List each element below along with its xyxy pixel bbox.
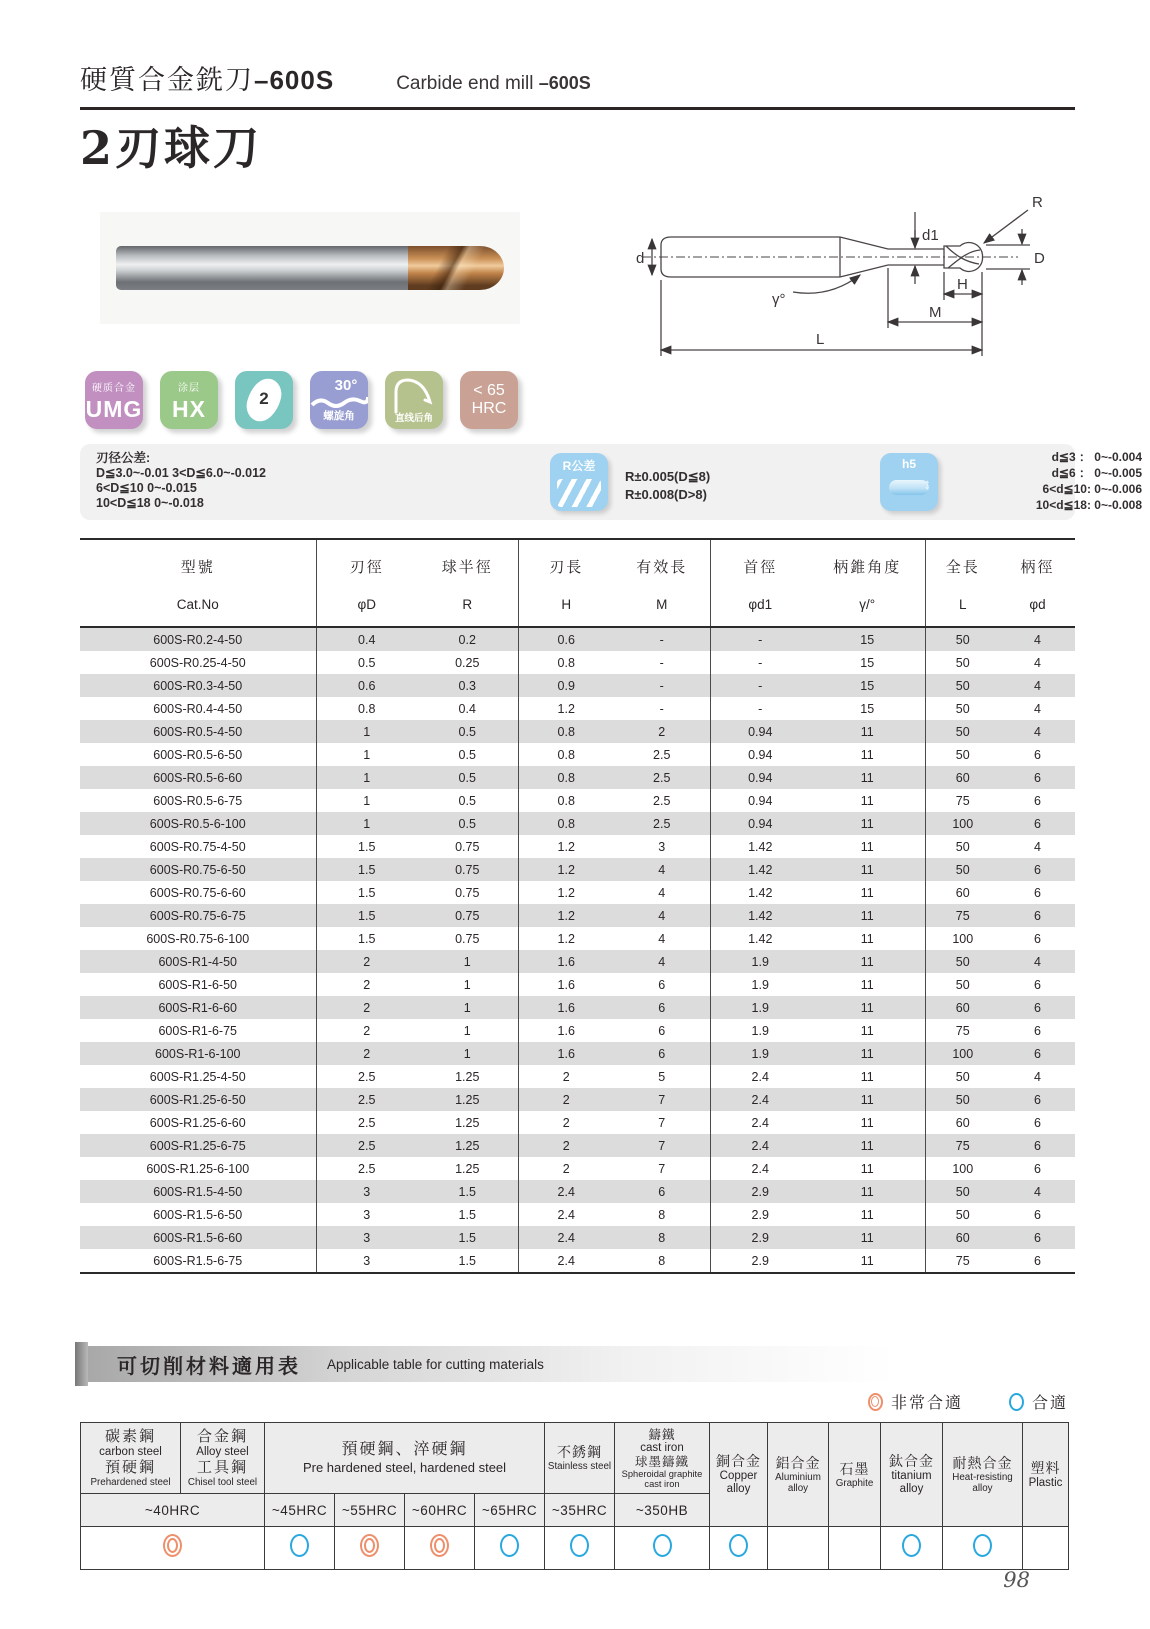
r-tolerance-text: R±0.005(D≦8) R±0.008(D>8) bbox=[625, 469, 711, 502]
excellent-circle-icon bbox=[430, 1534, 449, 1557]
header-title-en: Carbide end mill –600S bbox=[396, 73, 591, 94]
spec-row: 600S-R0.5-6-50 1 0.5 0.8 2.5 0.94 11 50 6 bbox=[80, 743, 1075, 766]
spec-row: 600S-R1.25-6-75 2.5 1.25 2 7 2.4 11 75 6 bbox=[80, 1134, 1075, 1157]
dimension-diagram bbox=[630, 182, 1100, 377]
mark-cell bbox=[475, 1527, 545, 1570]
spec-row: 600S-R1-6-100 2 1 1.6 6 1.9 11 100 6 bbox=[80, 1042, 1075, 1065]
spec-row: 600S-R0.5-6-100 1 0.5 0.8 2.5 0.94 11 100 6 bbox=[80, 812, 1075, 835]
mark-cell bbox=[545, 1527, 615, 1570]
spec-row: 600S-R1.25-4-50 2.5 1.25 2 5 2.4 11 50 4 bbox=[80, 1065, 1075, 1088]
header-title-zh: 硬質合金銑刀 bbox=[80, 65, 254, 95]
dim-label-dd: D bbox=[1034, 250, 1045, 267]
mark-cell bbox=[768, 1527, 829, 1570]
page-number: 98 bbox=[1003, 1568, 1030, 1592]
mat-col-titanium: 鈦合金 titanium alloy bbox=[881, 1423, 943, 1527]
spec-row: 600S-R1.25-6-60 2.5 1.25 2 7 2.4 11 60 6 bbox=[80, 1111, 1075, 1134]
badge-helix-angle: 30° 螺旋角 bbox=[310, 371, 368, 429]
mat-col-alloy-steel: 合金鋼 Alloy steel 工具鋼 Chisel tool steel bbox=[181, 1423, 265, 1494]
stripes-icon bbox=[557, 479, 601, 507]
spec-table bbox=[80, 538, 1075, 1274]
mat-col-prehardened-group: 預硬鋼、淬硬鋼 Pre hardened steel, hardened steel bbox=[265, 1423, 545, 1494]
spec-row: 600S-R0.75-6-60 1.5 0.75 1.2 4 1.42 11 60 6 bbox=[80, 881, 1075, 904]
photo-shank bbox=[116, 246, 408, 290]
spec-row: 600S-R0.3-4-50 0.6 0.3 0.9 - - 15 50 4 bbox=[80, 674, 1075, 697]
mat-col-cast-iron: 鑄鐵 cast iron 球墨鑄鐵 Spheroidal graphite cast iron bbox=[615, 1423, 710, 1494]
good-circle-icon bbox=[902, 1534, 921, 1557]
hardness-row: ~40HRC ~45HRC ~55HRC ~60HRC ~65HRC ~35HRC ~350HB bbox=[81, 1494, 1069, 1527]
spec-col-symbol: γ/° bbox=[810, 586, 925, 627]
spec-col-symbol: R bbox=[417, 586, 518, 627]
spec-row: 600S-R0.5-6-60 1 0.5 0.8 2.5 0.94 11 60 6 bbox=[80, 766, 1075, 789]
mark-cell bbox=[265, 1527, 335, 1570]
spec-row: 600S-R1.5-4-50 3 1.5 2.4 6 2.9 11 50 4 bbox=[80, 1180, 1075, 1203]
excellent-circle-icon bbox=[868, 1393, 883, 1411]
spec-row: 600S-R0.5-6-75 1 0.5 0.8 2.5 0.94 11 75 6 bbox=[80, 789, 1075, 812]
mat-col-plastic: 塑料 Plastic bbox=[1023, 1423, 1069, 1527]
good-circle-icon bbox=[500, 1534, 519, 1557]
badge-coating: 涂层 HX bbox=[160, 371, 218, 429]
spec-col-header: 全長 bbox=[925, 539, 1000, 586]
page-header bbox=[80, 58, 1075, 110]
spec-row: 600S-R0.25-4-50 0.5 0.25 0.8 - - 15 50 4 bbox=[80, 651, 1075, 674]
spec-row: 600S-R0.75-6-100 1.5 0.75 1.2 4 1.42 11 100 6 bbox=[80, 927, 1075, 950]
photo-ball-tip bbox=[408, 246, 504, 290]
dim-label-gamma: γ° bbox=[772, 291, 786, 308]
good-circle-icon bbox=[1009, 1393, 1024, 1411]
good-circle-icon bbox=[729, 1534, 748, 1557]
h5-shank-badge: h5 ↕ bbox=[880, 453, 938, 511]
mat-col-carbon-steel: 碳素鋼 carbon steel 預硬鋼 Prehardened steel bbox=[81, 1423, 181, 1494]
diameter-tolerance-text: 刃径公差: D≦3.0~-0.01 3<D≦6.0~-0.012 6<D≦10 0~-0.015 10<D≦18 0~-0.018 bbox=[96, 451, 267, 510]
spec-row: 600S-R1.25-6-100 2.5 1.25 2 7 2.4 11 100 6 bbox=[80, 1157, 1075, 1180]
spec-row: 600S-R1.5-6-75 3 1.5 2.4 8 2.9 11 75 6 bbox=[80, 1249, 1075, 1273]
badge-carbide-grade: 硬质合金 UMG bbox=[85, 371, 143, 429]
relief-profile-icon bbox=[392, 376, 436, 414]
mat-col-graphite: 石墨 Graphite bbox=[829, 1423, 881, 1527]
feature-badges bbox=[85, 371, 518, 429]
shank-tolerance-text: d≦3 ： 0~-0.004 d≦6 ： 0~-0.005 6<d≦10: 0~-0.006 10<d≦18: 0~-0.008 bbox=[1035, 450, 1142, 512]
materials-table bbox=[80, 1422, 1069, 1570]
spec-row: 600S-R1.5-6-60 3 1.5 2.4 8 2.9 11 60 6 bbox=[80, 1226, 1075, 1249]
spec-col-symbol: Cat.No bbox=[80, 586, 316, 627]
shank-cylinder-icon: ↕ bbox=[889, 480, 929, 495]
spec-col-symbol: φd bbox=[1000, 586, 1075, 627]
badge-flute-count: 2 bbox=[235, 371, 293, 429]
good-circle-icon bbox=[570, 1534, 589, 1557]
spec-row: 600S-R0.75-4-50 1.5 0.75 1.2 3 1.42 11 50 4 bbox=[80, 835, 1075, 858]
dim-label-d1: d1 bbox=[922, 227, 939, 244]
mark-cell bbox=[81, 1527, 265, 1570]
spec-col-header: 柄徑 bbox=[1020, 558, 1055, 576]
good-circle-icon bbox=[290, 1534, 309, 1557]
badge-hardness: < 65 HRC bbox=[460, 371, 518, 429]
marks-row bbox=[81, 1527, 1069, 1570]
spec-header-zh bbox=[80, 539, 1075, 586]
legend-excellent: 非常合適 bbox=[868, 1390, 963, 1413]
mark-cell bbox=[710, 1527, 768, 1570]
spec-row: 600S-R1-6-50 2 1 1.6 6 1.9 11 50 6 bbox=[80, 973, 1075, 996]
legend-good: 合適 bbox=[1009, 1390, 1068, 1413]
mark-cell bbox=[615, 1527, 710, 1570]
badge-straight-relief: 直线后角 bbox=[385, 371, 443, 429]
mark-cell bbox=[405, 1527, 475, 1570]
excellent-circle-icon bbox=[360, 1534, 379, 1557]
mat-col-stainless: 不銹鋼 Stainless steel bbox=[545, 1423, 615, 1494]
mat-col-copper: 銅合金 Copper alloy bbox=[710, 1423, 768, 1527]
spec-col-symbol: M bbox=[614, 586, 710, 627]
spec-row: 600S-R1-6-60 2 1 1.6 6 1.9 11 60 6 bbox=[80, 996, 1075, 1019]
mark-cell bbox=[335, 1527, 405, 1570]
mat-col-heat-resisting: 耐熱合金 Heat-resisting alloy bbox=[943, 1423, 1023, 1527]
spec-col-header: 刃徑 bbox=[316, 539, 417, 586]
spec-row: 600S-R1.25-6-50 2.5 1.25 2 7 2.4 11 50 6 bbox=[80, 1088, 1075, 1111]
suitability-legend bbox=[680, 1390, 1068, 1413]
spec-row: 600S-R0.5-4-50 1 0.5 0.8 2 0.94 11 50 4 bbox=[80, 720, 1075, 743]
spec-row: 600S-R0.75-6-50 1.5 0.75 1.2 4 1.42 11 50 6 bbox=[80, 858, 1075, 881]
dim-label-d: d bbox=[636, 250, 645, 267]
spec-col-symbol: L bbox=[925, 586, 1000, 627]
excellent-circle-icon bbox=[163, 1534, 182, 1557]
spec-col-header: 柄錐角度 bbox=[833, 558, 902, 576]
header-title-model: –600S bbox=[254, 65, 335, 95]
mark-cell bbox=[829, 1527, 881, 1570]
spec-header-sym bbox=[80, 586, 1075, 627]
materials-section-bar: 可切削材料適用表 Applicable table for cutting materials bbox=[75, 1346, 1075, 1382]
spec-table-body bbox=[80, 627, 1075, 1273]
spec-row: 600S-R1.5-6-50 3 1.5 2.4 8 2.9 11 50 6 bbox=[80, 1203, 1075, 1226]
dim-label-h: H bbox=[957, 276, 968, 293]
dim-label-m: M bbox=[929, 304, 942, 321]
spec-col-header: 有效長 bbox=[636, 558, 688, 576]
r-tolerance-badge: R公差 bbox=[550, 453, 608, 511]
spec-row: 600S-R0.75-6-75 1.5 0.75 1.2 4 1.42 11 75 6 bbox=[80, 904, 1075, 927]
mark-cell bbox=[881, 1527, 943, 1570]
mat-col-aluminium: 鋁合金 Aluminium alloy bbox=[768, 1423, 829, 1527]
dim-label-r: R bbox=[1032, 194, 1043, 211]
dim-label-l: L bbox=[816, 331, 825, 348]
mark-cell bbox=[1023, 1527, 1069, 1570]
spec-row: 600S-R1-4-50 2 1 1.6 4 1.9 11 50 4 bbox=[80, 950, 1075, 973]
section-title: 2刃球刀 bbox=[80, 121, 263, 175]
good-circle-icon bbox=[653, 1534, 672, 1557]
spec-col-header: 首徑 bbox=[710, 539, 810, 586]
tolerance-box bbox=[80, 444, 1142, 520]
spec-col-header: 刃長 bbox=[518, 539, 614, 586]
spec-col-symbol: H bbox=[518, 586, 614, 627]
spec-col-symbol: φD bbox=[316, 586, 417, 627]
product-photo bbox=[100, 212, 520, 324]
good-circle-icon bbox=[973, 1534, 992, 1557]
spec-col-header: 型號 bbox=[180, 558, 215, 576]
spec-col-symbol: φd1 bbox=[710, 586, 810, 627]
spec-col-header: 球半徑 bbox=[441, 558, 493, 576]
spec-row: 600S-R0.2-4-50 0.4 0.2 0.6 - - 15 50 4 bbox=[80, 627, 1075, 651]
mark-cell bbox=[943, 1527, 1023, 1570]
spec-row: 600S-R1-6-75 2 1 1.6 6 1.9 11 75 6 bbox=[80, 1019, 1075, 1042]
spec-row: 600S-R0.4-4-50 0.8 0.4 1.2 - - 15 50 4 bbox=[80, 697, 1075, 720]
